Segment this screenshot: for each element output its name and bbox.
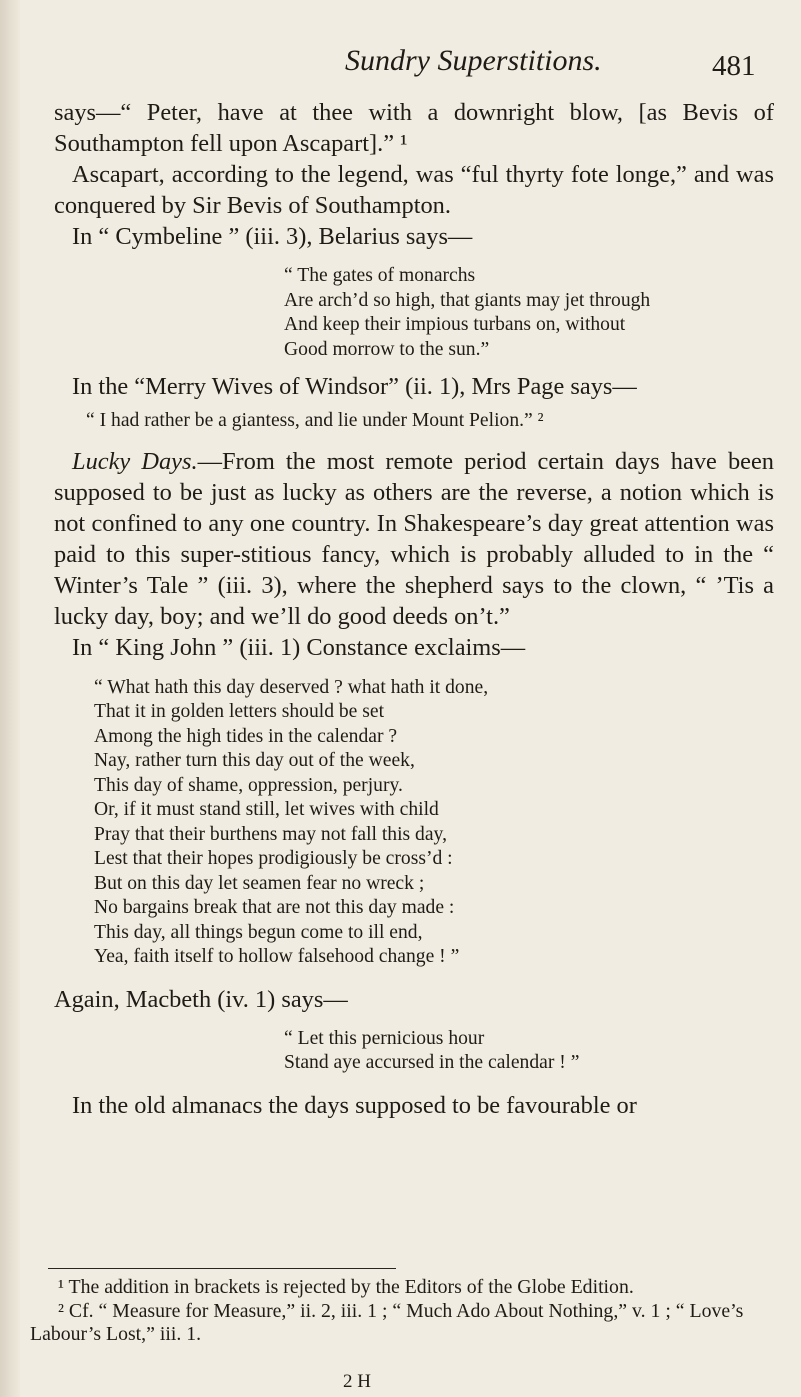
quote-line: Lest that their hopes prodigiously be cross’d : — [94, 848, 453, 869]
paragraph-lucky-days-text: —From the most remote period certain days have been supposed to be just as lucky as others are the reverse, a notion which is not confined to any one country. In Shakespeare’s day great attention was paid to this super-stitious fancy, which is probably alluded to in the “ Winter’s Tale ” (iii. 3), where the shepherd says to the clown, “ ’Tis a lucky day, boy; and we’ll do good deeds on’t.” — [54, 447, 774, 630]
quote-line: Are arch’d so high, that giants may jet through — [284, 289, 651, 311]
section-heading-lucky-days: Lucky Days. — [72, 447, 198, 475]
quote-line: Or, if it must stand still, let wives with child — [94, 799, 439, 820]
quote-line: That it in golden letters should be set — [94, 701, 385, 722]
running-head: Sundry Superstitions. — [345, 44, 602, 77]
quote-line: And keep their impious turbans on, without — [284, 314, 626, 335]
page-number: 481 — [712, 50, 756, 82]
paragraph-1: says—“ Peter, have at thee with a downright blow, [as Bevis of Southampton fell upon Ascapart].” ¹ — [54, 99, 774, 157]
quote-king-john — [94, 676, 774, 970]
footnote-1: ¹ The addition in brackets is rejected by the Editors of the Globe Edition. — [58, 1276, 634, 1298]
paragraph-merry-wives: In the “Merry Wives of Windsor” (ii. 1), Mrs Page says— — [72, 373, 637, 400]
paragraph-cymbeline: In “ Cymbeline ” (iii. 3), Belarius says— — [72, 223, 473, 250]
footnote-rule — [48, 1268, 396, 1269]
paragraph-lucky-days — [54, 446, 774, 632]
page-header — [0, 44, 801, 88]
page-gutter — [0, 0, 20, 1397]
quote-cymbeline — [284, 264, 774, 362]
quote-line: Pray that their burthens may not fall this day, — [94, 823, 447, 845]
paragraph-ascapart: Ascapart, according to the legend, was “ful thyrty fote longe,” and was conquered by Sir Bevis of Southampton. — [54, 161, 774, 219]
quote-line: Nay, rather turn this day out of the week, — [94, 750, 415, 771]
quote-macbeth — [284, 1027, 774, 1076]
quote-line: “ Let this pernicious hour — [284, 1027, 485, 1049]
paragraph-king-john: In “ King John ” (iii. 1) Constance exclaims— — [72, 633, 526, 661]
quote-line: Among the high tides in the calendar ? — [94, 725, 398, 747]
quote-merry-wives: “ I had rather be a giantess, and lie under Mount Pelion.” ² — [86, 410, 544, 431]
quote-line: Good morrow to the sun.” — [284, 338, 490, 360]
quote-line: But on this day let seamen fear no wreck ; — [94, 872, 425, 894]
quote-line: This day, all things begun come to ill end, — [94, 921, 423, 943]
quote-line: “ The gates of monarchs — [284, 265, 476, 286]
signature-mark: 2 H — [343, 1371, 371, 1392]
quote-line: This day of shame, oppression, perjury. — [94, 774, 403, 796]
page-body — [54, 97, 774, 1121]
quote-line: Yea, faith itself to hollow falsehood change ! ” — [94, 946, 460, 967]
quote-line: Stand aye accursed in the calendar ! ” — [284, 1052, 580, 1073]
quote-line: No bargains break that are not this day made : — [94, 897, 455, 918]
paragraph-almanacs: In the old almanacs the days supposed to be favourable or — [72, 1091, 637, 1119]
footnotes — [30, 1276, 772, 1347]
footnote-2: ² Cf. “ Measure for Measure,” ii. 2, iii. 1 ; “ Much Ado About Nothing,” v. 1 ; “ Love’s Labour’s Lost,” iii. 1. — [30, 1299, 744, 1345]
paragraph-macbeth: Again, Macbeth (iv. 1) says— — [54, 985, 348, 1013]
quote-line: “ What hath this day deserved ? what hath it done, — [94, 676, 489, 698]
